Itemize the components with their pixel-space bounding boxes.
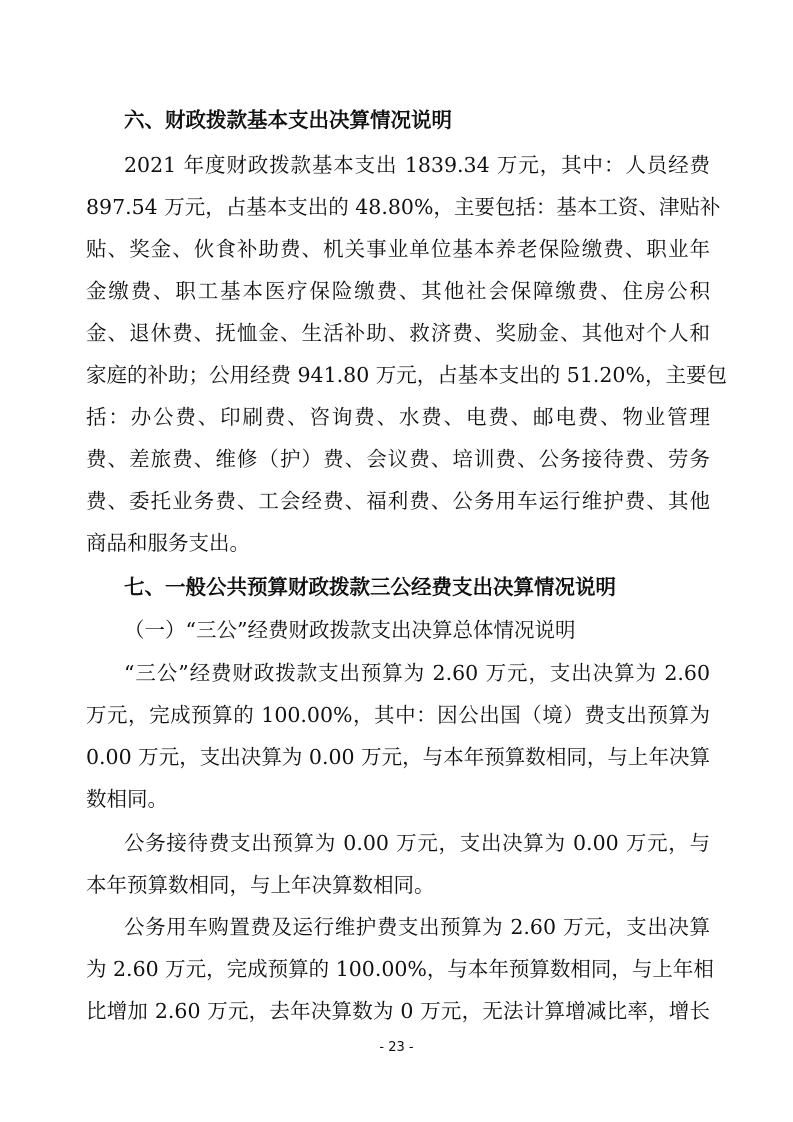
section6-heading: 六、财政拨款基本支出决算情况说明 [124, 108, 452, 132]
section7-subheading: （一）“三公”经费财政拨款支出决算总体情况说明 [124, 618, 576, 642]
body-line: 为 2.60 万元，完成预算的 100.00%，与本年预算数相同，与上年相 [86, 957, 714, 981]
body-line: 公务用车购置费及运行维护费支出预算为 2.60 万元，支出决算 [124, 915, 710, 939]
page-number: - 23 - [379, 1040, 414, 1055]
body-line: 费、差旅费、维修（护）费、会议费、培训费、公务接待费、劳务 [86, 447, 710, 471]
body-line: 家庭的补助；公用经费 941.80 万元，占基本支出的 51.20%，主要包 [86, 363, 727, 387]
body-line: 0.00 万元，支出决算为 0.00 万元，与本年预算数相同，与上年决算 [86, 745, 710, 769]
body-line: 括：办公费、印刷费、咨询费、水费、电费、邮电费、物业管理 [86, 405, 710, 429]
body-line: 数相同。 [86, 787, 168, 811]
body-line: 金、退休费、抚恤金、生活补助、救济费、奖励金、其他对个人和 [86, 321, 710, 345]
body-line: 费、委托业务费、工会经费、福利费、公务用车运行维护费、其他 [86, 489, 710, 513]
body-line: 商品和服务支出。 [86, 531, 250, 555]
section7-heading: 七、一般公共预算财政拨款三公经费支出决算情况说明 [124, 575, 616, 599]
body-line: “三公”经费财政拨款支出预算为 2.60 万元，支出决算为 2.60 [124, 661, 710, 685]
body-line: 比增加 2.60 万元，去年决算数为 0 万元，无法计算增减比率，增长 [86, 999, 710, 1023]
body-line: 897.54 万元，占基本支出的 48.80%，主要包括：基本工资、津贴补 [86, 195, 721, 219]
body-line: 金缴费、职工基本医疗保险缴费、其他社会保障缴费、住房公积 [86, 279, 710, 303]
body-line: 万元，完成预算的 100.00%，其中：因公出国（境）费支出预算为 [86, 703, 710, 727]
body-line: 本年预算数相同，与上年决算数相同。 [86, 873, 435, 897]
body-line: 2021 年度财政拨款基本支出 1839.34 万元，其中：人员经费 [124, 153, 710, 177]
body-line: 公务接待费支出预算为 0.00 万元，支出决算为 0.00 万元，与 [124, 831, 710, 855]
body-line: 贴、奖金、伙食补助费、机关事业单位基本养老保险缴费、职业年 [86, 237, 710, 261]
